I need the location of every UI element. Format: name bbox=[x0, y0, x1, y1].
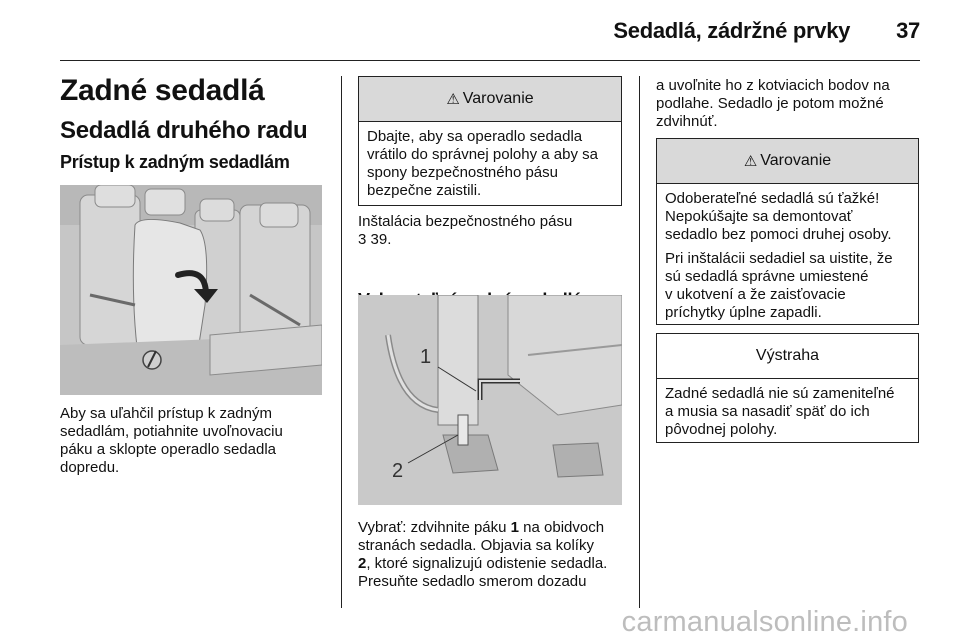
heading-second-row: Sedadlá druhého radu bbox=[60, 117, 308, 144]
continued-line: zdvihnúť. bbox=[656, 113, 718, 130]
belt-reference bbox=[358, 213, 628, 249]
caution-header bbox=[657, 334, 918, 379]
callout-label-1: 1 bbox=[420, 346, 432, 368]
belt-line: Inštalácia bezpečnostného pásu bbox=[358, 213, 573, 230]
belt-ref-page: 39. bbox=[370, 231, 392, 248]
warning-box-heavy-seats bbox=[656, 138, 919, 325]
page-number: 37 bbox=[896, 18, 920, 43]
watermark-text: carmanualsonline.info bbox=[621, 606, 908, 638]
continued-line: a uvoľnite ho z kotviacich bodov na bbox=[656, 77, 890, 94]
warning-body bbox=[359, 122, 621, 206]
removal-line-3 bbox=[358, 555, 634, 573]
warning-header bbox=[359, 77, 621, 122]
access-paragraph bbox=[60, 405, 330, 477]
warning-line: Dbajte, aby sa operadlo sedadla bbox=[367, 128, 583, 145]
warning-line: v ukotvení a že zaisťovacie bbox=[665, 286, 846, 303]
caution-line: Zadné sedadlá nie sú zameniteľné bbox=[665, 385, 895, 402]
section-title: Sedadlá, zádržné prvky bbox=[613, 18, 851, 43]
warning-triangle-icon: ⚠ bbox=[446, 91, 460, 108]
access-line-3: páku a sklopte operadlo sedadla bbox=[60, 441, 276, 458]
continued-line: podlahe. Sedadlo je potom možné bbox=[656, 95, 884, 112]
warning-line: Nepokúšajte sa demontovať bbox=[665, 208, 853, 225]
warning-line: Pri inštalácii sedadiel sa uistite, že bbox=[665, 250, 893, 267]
caution-title: Výstraha bbox=[755, 347, 820, 364]
watermark bbox=[0, 606, 960, 639]
caution-line: a musia sa nasadiť späť do ich bbox=[665, 403, 870, 420]
warning-body bbox=[657, 184, 918, 328]
callout-label-2: 2 bbox=[392, 460, 404, 482]
warning-line: bezpečne zaistili. bbox=[367, 182, 482, 199]
caution-body bbox=[657, 379, 918, 445]
warning-header bbox=[657, 139, 918, 184]
removal-line-2: stranách sedadla. Objavia sa kolíky bbox=[358, 537, 594, 554]
removal-paragraph bbox=[358, 519, 634, 591]
removal-line-4: Presuňte sedadlo smerom dozadu bbox=[358, 573, 587, 590]
heading-rear-seats: Zadné sedadlá bbox=[60, 74, 265, 107]
caution-box-seats bbox=[656, 333, 919, 443]
header-rule bbox=[60, 60, 920, 61]
access-line-1: Aby sa uľahčil prístup k zadným bbox=[60, 405, 272, 422]
belt-ref bbox=[358, 231, 628, 249]
warning-line: spony bezpečnostného pásu bbox=[367, 164, 558, 181]
running-header bbox=[613, 18, 920, 44]
seat-removal-illustration bbox=[358, 295, 622, 505]
warning-line: sú sedadlá správne umiestené bbox=[665, 268, 869, 285]
warning-title: Varovanie bbox=[462, 90, 534, 107]
removal-text: na obidvoch bbox=[519, 519, 605, 536]
warning-line: sedadlo bez pomoci druhej osoby. bbox=[665, 226, 892, 243]
access-line-2: sedadlám, potiahnite uvoľnovaciu bbox=[60, 423, 283, 440]
warning-paragraph-2 bbox=[665, 250, 910, 322]
removal-continued bbox=[656, 77, 926, 131]
caution-line: pôvodnej polohy. bbox=[665, 421, 778, 438]
warning-paragraph-1 bbox=[665, 190, 910, 244]
warning-line: príchytky úplne zapadli. bbox=[665, 304, 822, 321]
lever-ref: 1 bbox=[510, 519, 519, 536]
pin-ref: 2 bbox=[358, 555, 367, 572]
page-ref-arrow-icon: 3 bbox=[358, 231, 367, 248]
heading-access: Prístup k zadným sedadlám bbox=[60, 152, 290, 172]
access-line-4: dopredu. bbox=[60, 459, 120, 476]
warning-line: Odoberateľné sedadlá sú ťažké! bbox=[665, 190, 880, 207]
seat-access-illustration bbox=[60, 185, 322, 395]
warning-box-seatback bbox=[358, 76, 622, 206]
removal-text: , ktoré signalizujú odistenie sedadla. bbox=[366, 555, 608, 572]
removal-text: Vybrať: zdvihnite páku bbox=[358, 519, 511, 536]
warning-triangle-icon: ⚠ bbox=[743, 153, 758, 170]
warning-line: vrátilo do správnej polohy a aby sa bbox=[367, 146, 598, 163]
column-divider-1 bbox=[341, 76, 342, 608]
removal-line-1 bbox=[358, 519, 634, 537]
column-divider-2 bbox=[639, 76, 640, 608]
warning-title: Varovanie bbox=[760, 152, 832, 169]
